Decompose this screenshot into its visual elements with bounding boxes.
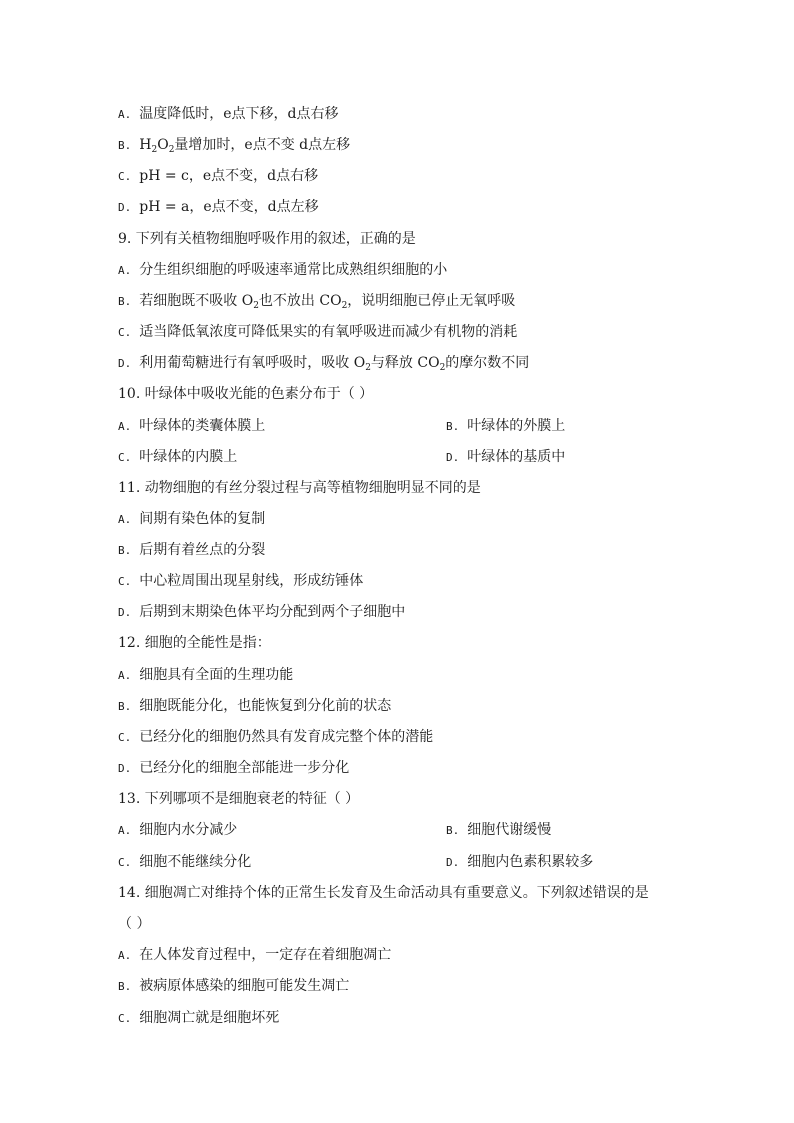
q9-option-d xyxy=(118,353,529,374)
option-letter: B. xyxy=(118,139,132,152)
option-text-pre: 若细胞既不吸收 O xyxy=(139,293,254,309)
q10-option-b xyxy=(446,416,565,437)
option-text: 细胞具有全面的生理功能 xyxy=(139,667,294,683)
option-letter: C. xyxy=(118,731,132,744)
q14-stem-continuation: （ ） xyxy=(118,916,151,932)
option-text: 细胞内色素积累较多 xyxy=(467,854,594,870)
option-text: 细胞凋亡就是细胞坏死 xyxy=(139,1010,280,1026)
option-text-pre: 利用葡萄糖进行有氧呼吸时，吸收 O xyxy=(139,355,366,371)
subscript: 2 xyxy=(439,363,446,373)
q10-option-c xyxy=(118,447,237,468)
q13-option-c xyxy=(118,852,251,873)
q12-option-d xyxy=(118,758,349,779)
option-letter: D. xyxy=(118,201,132,214)
q8-option-d xyxy=(118,197,319,218)
option-text: 已经分化的细胞全部能进一步分化 xyxy=(139,760,350,776)
q13-stem: 13. 下列哪项不是细胞衰老的特征（ ） xyxy=(118,791,360,807)
q11-option-b xyxy=(118,540,265,561)
option-letter: B. xyxy=(118,980,132,993)
option-text: 叶绿体的外膜上 xyxy=(467,418,566,434)
q14-option-a xyxy=(118,945,391,966)
q14-option-c xyxy=(118,1008,279,1029)
option-letter: A. xyxy=(118,513,132,526)
q11-option-c xyxy=(118,571,363,592)
option-text: 中心粒周围出现星射线，形成纺锤体 xyxy=(139,573,364,589)
option-letter: C. xyxy=(118,856,132,869)
option-letter: C. xyxy=(118,451,132,464)
option-letter: A. xyxy=(118,824,132,837)
option-text: 细胞不能继续分化 xyxy=(139,854,252,870)
q13-option-b xyxy=(446,820,551,841)
option-letter: D. xyxy=(118,606,132,619)
q13-option-a xyxy=(118,820,237,841)
option-text: 分生组织细胞的呼吸速率通常比成熟组织细胞的小 xyxy=(139,262,448,278)
q13-option-d xyxy=(446,852,593,873)
option-text: 适当降低氧浓度可降低果实的有氧呼吸进而减少有机物的消耗 xyxy=(139,324,518,340)
q14-option-b xyxy=(118,976,349,997)
option-text-pre: H xyxy=(139,137,152,153)
subscript: 2 xyxy=(168,145,175,155)
option-text: 叶绿体的内膜上 xyxy=(139,449,238,465)
subscript: 2 xyxy=(253,301,259,311)
option-letter: B. xyxy=(446,824,460,837)
option-text-post: 的摩尔数不同 xyxy=(445,355,530,371)
q9-stem: 9. 下列有关植物细胞呼吸作用的叙述，正确的是 xyxy=(118,231,416,247)
q11-option-d xyxy=(118,602,405,623)
option-text: 已经分化的细胞仍然具有发育成完整个体的潜能 xyxy=(139,729,434,745)
option-letter: D. xyxy=(446,451,460,464)
option-letter: B. xyxy=(446,420,460,433)
option-text: 在人体发育过程中，一定存在着细胞凋亡 xyxy=(139,947,392,963)
option-letter: C. xyxy=(118,170,132,183)
subscript: 2 xyxy=(365,363,371,373)
option-text: 温度降低时，e点下移，d点右移 xyxy=(139,106,339,122)
option-letter: C. xyxy=(118,1012,132,1025)
option-text: 后期有着丝点的分裂 xyxy=(139,542,266,558)
option-text: pH = c，e点不变，d点右移 xyxy=(139,168,319,184)
option-text-post: ，说明细胞已停止无氧呼吸 xyxy=(347,293,516,309)
q9-option-c xyxy=(118,322,517,343)
option-text: 被病原体感染的细胞可能发生凋亡 xyxy=(139,978,350,994)
option-letter: D. xyxy=(118,762,132,775)
q12-option-c xyxy=(118,727,433,748)
q10-option-d xyxy=(446,447,565,468)
q12-option-b xyxy=(118,696,391,717)
option-text-post: 量增加时，e点不变 d点左移 xyxy=(174,137,351,153)
q8-option-a xyxy=(118,104,339,125)
q14-stem: 14. 细胞凋亡对维持个体的正常生长发育及生命活动具有重要意义。下列叙述错误的是 xyxy=(118,885,649,901)
q8-option-c xyxy=(118,166,318,187)
option-text: 叶绿体的类囊体膜上 xyxy=(139,418,266,434)
option-letter: B. xyxy=(118,700,132,713)
option-letter: C. xyxy=(118,326,132,339)
option-text: pH = a，e点不变，d点左移 xyxy=(139,199,319,215)
q9-option-a xyxy=(118,260,447,281)
option-text: 后期到末期染色体平均分配到两个子细胞中 xyxy=(139,604,406,620)
q9-option-b xyxy=(118,291,515,312)
option-text-mid: 也不放出 CO xyxy=(258,293,342,309)
option-letter: B. xyxy=(118,295,132,308)
option-letter: A. xyxy=(118,949,132,962)
option-letter: D. xyxy=(118,357,132,370)
q12-stem: 12. 细胞的全能性是指： xyxy=(118,635,271,651)
option-letter: A. xyxy=(118,264,132,277)
option-letter: A. xyxy=(118,108,132,121)
option-letter: A. xyxy=(118,669,132,682)
subscript: 2 xyxy=(151,145,158,155)
q8-option-b xyxy=(118,135,350,156)
option-text-mid: 与释放 CO xyxy=(370,355,440,371)
option-letter: A. xyxy=(118,420,132,433)
option-text: 叶绿体的基质中 xyxy=(467,449,566,465)
option-letter: C. xyxy=(118,575,132,588)
option-text: 细胞既能分化，也能恢复到分化前的状态 xyxy=(139,698,392,714)
option-text: 细胞代谢缓慢 xyxy=(467,822,552,838)
option-text-mid: O xyxy=(157,137,169,153)
q12-option-a xyxy=(118,665,293,686)
q11-option-a xyxy=(118,509,265,530)
option-letter: B. xyxy=(118,544,132,557)
q11-stem: 11. 动物细胞的有丝分裂过程与高等植物细胞明显不同的是 xyxy=(118,480,481,496)
subscript: 2 xyxy=(341,301,348,311)
q10-option-a xyxy=(118,416,265,437)
option-text: 细胞内水分减少 xyxy=(139,822,238,838)
q10-stem: 10. 叶绿体中吸收光能的色素分布于（ ） xyxy=(118,386,374,402)
option-letter: D. xyxy=(446,856,460,869)
option-text: 间期有染色体的复制 xyxy=(139,511,266,527)
